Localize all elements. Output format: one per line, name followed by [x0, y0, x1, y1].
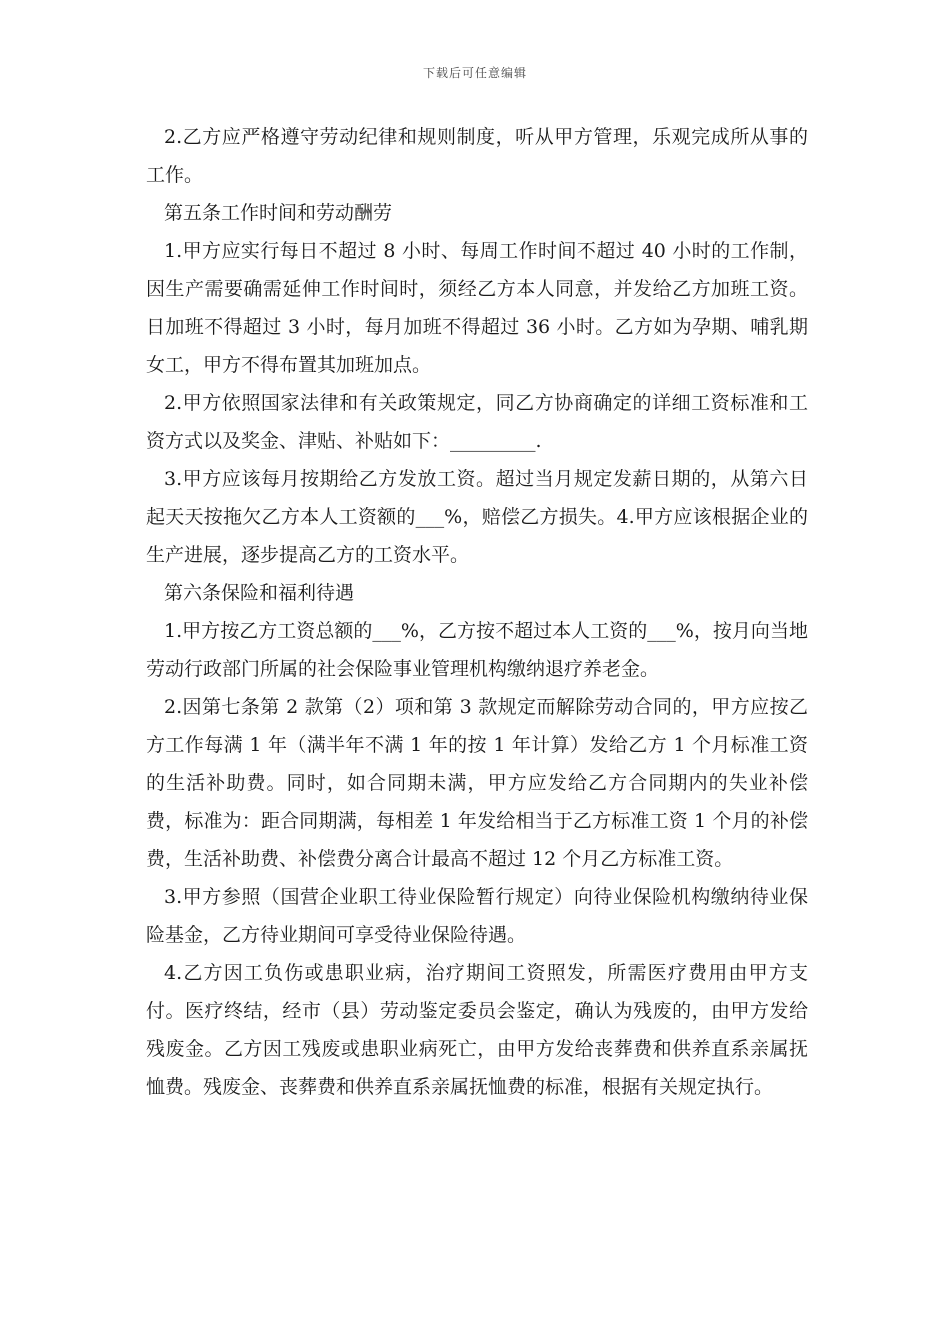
clause-5-item-2: 2.甲方依照国家法律和有关政策规定，同乙方协商确定的详细工资标准和工资方式以及奖金、津贴、补贴如下：_________.: [146, 392, 808, 452]
clause-5-item-3: 3.甲方应该每月按期给乙方发放工资。超过当月规定发薪日期的，从第六日起天天按拖欠乙方本人工资额的___%，赔偿乙方损失。4.甲方应该根据企业的生产进展，逐步提高乙方的工资水平。: [146, 468, 808, 566]
document-body: [146, 118, 808, 1106]
clause-6-item-4: 4.乙方因工负伤或患职业病，治疗期间工资照发，所需医疗费用由甲方支付。医疗终结，经市（县）劳动鉴定委员会鉴定，确认为残废的，由甲方发给残废金。乙方因工残废或患职业病死亡，由甲方发给丧葬费和供养直系亲属抚恤费。残废金、丧葬费和供养直系亲属抚恤费的标准，根据有关规定执行。: [146, 962, 808, 1098]
article-6-heading: 第六条保险和福利待遇: [164, 582, 355, 604]
article-5-heading: 第五条工作时间和劳动酬劳: [164, 202, 393, 224]
clause-6-item-1: 1.甲方按乙方工资总额的___%，乙方按不超过本人工资的___%，按月向当地劳动行政部门所属的社会保险事业管理机构缴纳退疗养老金。: [146, 620, 808, 680]
page-header: 下载后可任意编辑: [422, 66, 527, 80]
clause-4-item-2: 2.乙方应严格遵守劳动纪律和规则制度，听从甲方管理，乐观完成所从事的工作。: [146, 126, 808, 186]
clause-5-item-1: 1.甲方应实行每日不超过 8 小时、每周工作时间不超过 40 小时的工作制，因生产需要确需延伸工作时间时，须经乙方本人同意，并发给乙方加班工资。日加班不得超过 3 小时，每月加班不得超过 36 小时。乙方如为孕期、哺乳期女工，甲方不得布置其加班加点。: [146, 240, 808, 376]
clause-6-item-2: 2.因第七条第 2 款第（2）项和第 3 款规定而解除劳动合同的，甲方应按乙方工作每满 1 年（满半年不满 1 年的按 1 年计算）发给乙方 1 个月标准工资的生活补助费。同时，如合同期未满，甲方应发给乙方合同期内的失业补偿费，标准为：距合同期满，每相差 1 年发给相当于乙方标准工资 1 个月的补偿费，生活补助费、补偿费分离合计最高不超过 12 个月乙方标准工资。: [146, 696, 808, 870]
clause-6-item-3: 3.甲方参照（国营企业职工待业保险暂行规定）向待业保险机构缴纳待业保险基金，乙方待业期间可享受待业保险待遇。: [146, 886, 808, 946]
